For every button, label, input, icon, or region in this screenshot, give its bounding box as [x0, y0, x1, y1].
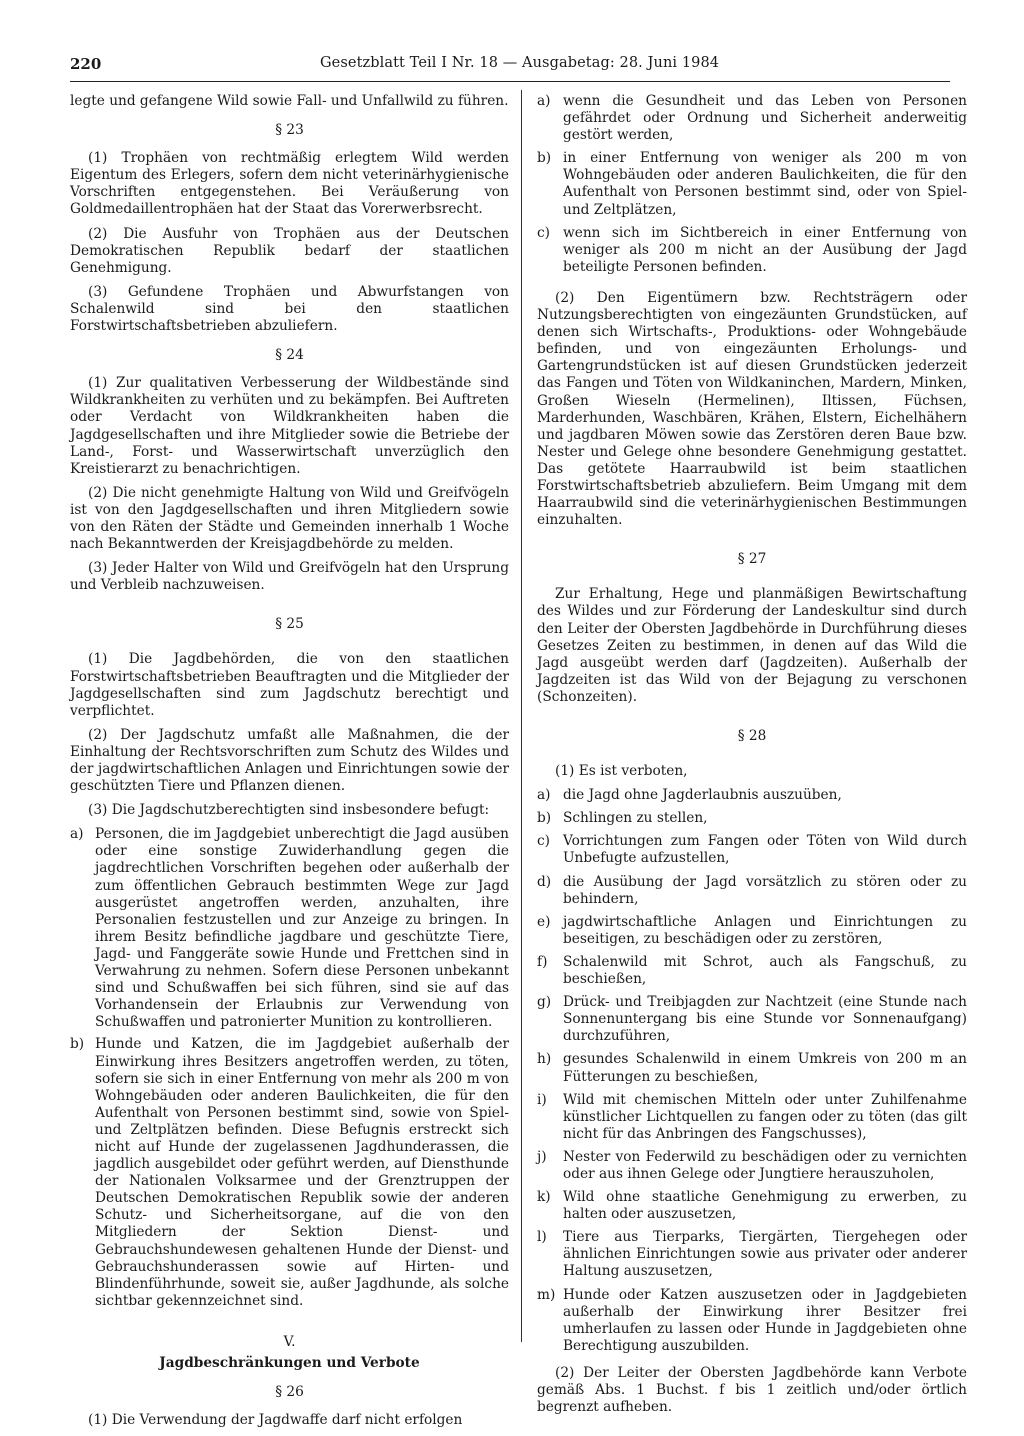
paragraph: (3) Gefundene Trophäen und Abwurfstangen von Schalenwild sind bei den staatlichen Forstwirtschaftsbetrieben abzuliefern. [70, 283, 509, 335]
section-heading: § 23 [275, 122, 304, 139]
list-item [537, 833, 967, 867]
right-column [537, 93, 967, 1423]
chapter-title: Jagdbeschränkungen und Verbote [159, 1355, 420, 1371]
paragraph: (2) Die Ausfuhr von Trophäen aus der Deutschen Demokratischen Republik bedarf der staatlichen Genehmigung. [70, 225, 509, 276]
item-text: in einer Entfernung von weniger als 200 m von Wohngebäuden oder anderen Baulichkeiten, die für den Aufenthalt von Personen bestimmt sind, oder von Spiel- und Zeltplätzen, [563, 150, 967, 218]
list-item [537, 1229, 967, 1280]
item-text: Drück- und Treibjagden zur Nachtzeit (eine Stunde nach Sonnenuntergang bis eine Stunde vor Sonnenaufgang) durchzuführen, [563, 994, 967, 1045]
paragraph: (1) Trophäen von rechtmäßig erlegtem Wild werden Eigentum des Erlegers, sofern dem nicht veterinärhygienische Vorschriften entgegenstehen. Bei Veräußerung von Goldmedaillentrophäen hat der Staat das Vorerwerbsrecht. [70, 150, 509, 218]
list-item [537, 1149, 967, 1183]
paragraph: (2) Den Eigentümern bzw. Rechtsträgern oder Nutzungsberechtigten von eingezäunten Grundstücken, auf denen sich Wirtschafts-, Produktions- oder Wohngebäude befinden, und von eingezäunten Erholungs- und Gartengrundstücken ist auf diesen Grundstücken jederzeit das Fangen und Töten von Wildkaninchen, Mardern, Minken, Großen Wieseln (Hermelinen), Iltissen, Füchsen, Marderhunden, Waschbären, Krähen, Elstern, Eichelhähern und jagdbaren Möwen sowie das Zerstören deren Baue bzw. Nester und Gelege ohne besondere Genehmigung gestattet. Das getötete Haarraubwild ist beim staatlichen Forstwirtschaftsbetrieb abzuliefern. Beim Umgang mit dem Haarraubwild sind die veterinärhygienischen Bestimmungen einzuhalten. [537, 289, 967, 529]
item-text: Schalenwild mit Schrot, auch als Fangschuß, zu beschießen, [563, 953, 967, 988]
list-item [537, 93, 967, 144]
item-text: Personen, die im Jagdgebiet unberechtigt die Jagd ausüben oder eine sonstige Zuwiderhandlung gegen die jagdrechtlichen Vorschriften begehen oder außerhalb der zum öffentlichen Gebrauch bestimmten Wege zur Jagd ausgerüstet angetroffen werden, anzuhalten, ihre Personalien festzustellen und zur Anzeige zu bringen. In ihrem Besitz befindliche jagdbare und geschützte Tiere, Jagd- und Fanggeräte sowie Hunde und Frettchen sind in Verwahrung zu nehmen. Sofern diese Personen unbekannt sind und Schußwaffen bei sich führen, sind sie auf das Vorhandensein der Erlaubnis zur Verwendung von Schußwaffen und patronierter Munition zu kontrollieren. [95, 826, 509, 1031]
section-heading: § 27 [737, 551, 767, 568]
paragraph: (1) Die Jagdbehörden, die von den staatlichen Forstwirtschaftsbetrieben Beauftragten und die Mitglieder der Jagdgesellschaften sind zum Jagdschutz berechtigt und verpflichtet. [70, 651, 509, 719]
item-marker: m) [537, 1286, 556, 1303]
item-text: die Ausübung der Jagd vorsätzlich zu stören oder zu behindern, [563, 873, 967, 907]
item-marker: j) [537, 1148, 547, 1165]
item-text: jagdwirtschaftliche Anlagen und Einrichtungen zu beseitigen, zu beschädigen oder zu zerstören, [563, 913, 967, 947]
item-marker: c) [537, 224, 551, 241]
item-marker: f) [537, 953, 548, 970]
paragraph: (2) Die nicht genehmigte Haltung von Wild und Greifvögeln ist von den Jagdgesellschaften und ihren Mitgliedern sowie von den Räten der Städte und Gemeinden innerhalb 1 Woche nach Bekanntwerden der Kreisjagdbehörde zu melden. [70, 484, 509, 553]
paragraph: (1) Es ist verboten, [555, 763, 688, 780]
item-text: wenn sich im Sichtbereich in einer Entfernung von weniger als 200 m nicht an der Ausübung der Jagd beteiligte Personen befinden. [563, 224, 967, 275]
item-text: Wild mit chemischen Mitteln oder unter Zuhilfenahme künstlicher Lichtquellen zu fangen oder zu töten (das gilt nicht für das Anbringen des Fangschusses), [563, 1091, 967, 1142]
item-text: Hunde und Katzen, die im Jagdgebiet außerhalb der Einwirkung ihres Besitzers angetroffen werden, zu töten, sofern sie sich in einer Entfernung von mehr als 200 m von Wohngebäuden oder anderen Baulichkeiten, die für den Aufenthalt von Personen bestimmt sind, sowie von Spiel- und Zeltplätzen befinden. Diese Befugnis erstreckt sich nicht auf Hunde der zugelassenen Jagdhunderassen, die jagdlich ausgebildet oder geführt werden, auf Diensthunde der Nationalen Volksarmee und der Grenztruppen der Deutschen Demokratischen Republik sowie der anderen Schutz- und Sicherheitsorgane, auf die von den Mitgliedern der Sektion Dienst- und Gebrauchshundewesen gehaltenen Hunde der Dienst- und Gebrauchshunderassen sowie auf Hirten- und Blindenführhunde, soweit sie, außer Jagdhunde, als solche sichtbar gekennzeichnet sind. [95, 1036, 509, 1309]
section-heading: § 26 [275, 1384, 304, 1401]
item-text: Wild ohne staatliche Genehmigung zu erwerben, zu halten oder auszusetzen, [563, 1189, 967, 1223]
item-marker: e) [537, 913, 551, 930]
paragraph: (2) Der Leiter der Obersten Jagdbehörde kann Verbote gemäß Abs. 1 Buchst. f bis 1 zeitlich und/oder örtlich begrenzt aufheben. [537, 1364, 967, 1416]
item-marker: a) [70, 826, 84, 843]
item-marker: d) [537, 873, 552, 890]
item-marker: b) [537, 810, 552, 827]
running-head: Gesetzblatt Teil I Nr. 18 — Ausgabetag: 28. Juni 1984 [320, 55, 720, 71]
paragraph: (3) Die Jagdschutzberechtigten sind insbesondere befugt: [88, 802, 490, 819]
list-item [537, 994, 967, 1045]
list-item [70, 1036, 509, 1310]
item-marker: i) [537, 1091, 547, 1108]
item-text: wenn die Gesundheit und das Leben von Personen gefährdet oder Ordnung und Sicherheit anderweitig gestört werden, [563, 93, 967, 144]
section-heading: § 25 [275, 616, 304, 633]
prohibition-list [537, 787, 967, 1355]
item-marker: h) [537, 1051, 552, 1068]
item-text: Vorrichtungen zum Fangen oder Töten von Wild durch Unbefugte aufzustellen, [563, 833, 967, 867]
list-item [537, 810, 967, 827]
item-marker: b) [70, 1036, 85, 1053]
item-marker: g) [537, 994, 552, 1011]
list-item [537, 787, 967, 804]
list-item [70, 826, 509, 1031]
paragraph: (1) Zur qualitativen Verbesserung der Wildbestände sind Wildkrankheiten zu verhüten und zu bekämpfen. Bei Auftreten oder Verdacht von Wildkrankheiten haben die Jagdgesellschaften und ihre Mitglieder sowie die Betriebe der Land-, Forst- und Wasserwirtschaft unverzüglich den Kreistierarzt zu benachrichtigen. [70, 375, 509, 477]
item-text: Schlingen zu stellen, [563, 810, 708, 827]
paragraph: (1) Die Verwendung der Jagdwaffe darf nicht erfolgen [88, 1412, 463, 1429]
column-divider [521, 90, 522, 1342]
left-column [70, 93, 509, 1436]
item-text: Nester von Federwild zu beschädigen oder zu vernichten oder aus ihnen Gelege oder Jungtiere herauszuholen, [563, 1148, 967, 1182]
list-item [537, 1092, 967, 1143]
chapter-number: V. [283, 1333, 296, 1350]
item-marker: b) [537, 150, 552, 167]
item-text: die Jagd ohne Jagderlaubnis auszuüben, [563, 787, 842, 804]
section-heading: § 24 [275, 347, 304, 364]
paragraph: (3) Jeder Halter von Wild und Greifvögeln hat den Ursprung und Verbleib nachzuweisen. [70, 560, 509, 594]
list-item [537, 225, 967, 276]
item-marker: k) [537, 1189, 551, 1206]
item-text: Tiere aus Tierparks, Tiergärten, Tiergehegen oder ähnlichen Einrichtungen sowie aus privater oder anderer Haltung auszusetzen, [563, 1229, 967, 1280]
list-item [537, 1051, 967, 1085]
list-item [537, 914, 967, 948]
list-item [537, 1287, 967, 1355]
paragraph: Zur Erhaltung, Hege und planmäßigen Bewirtschaftung des Wildes und zur Förderung der Landeskultur sind durch den Leiter der Obersten Jagdbehörde in Durchführung dieses Gesetzes Zeiten zu bestimmen, in denen auf das Wild die Jagd ausgeübt werden darf (Jagdzeiten). Außerhalb der Jagdzeiten ist das Wild von der Bejagung zu verschonen (Schonzeiten). [537, 586, 967, 705]
item-marker: a) [537, 787, 551, 804]
page-header [70, 55, 950, 82]
paragraph: (2) Der Jagdschutz umfaßt alle Maßnahmen, die der Einhaltung der Rechtsvorschriften zum Schutz des Wildes und der jagdwirtschaftlichen Anlagen und Einrichtungen sowie der geschützten Tiere und Pflanzen dienen. [70, 726, 509, 795]
list-item [537, 874, 967, 908]
continuation-paragraph: legte und gefangene Wild sowie Fall- und Unfallwild zu führen. [70, 93, 509, 109]
list-item [537, 150, 967, 218]
item-marker: c) [537, 833, 551, 850]
item-text: Hunde oder Katzen auszusetzen oder in Jagdgebieten außerhalb der Einwirkung ihrer Besitzer frei umherlaufen zu lassen oder Hunde in Jagdgebieten ohne Berechtigung auszubilden. [563, 1286, 967, 1354]
list-item [537, 1189, 967, 1223]
page-number: 220 [70, 55, 102, 73]
item-marker: l) [537, 1229, 547, 1246]
item-marker: a) [537, 93, 551, 109]
section-heading: § 28 [737, 728, 767, 744]
list-item [537, 954, 967, 988]
item-text: gesundes Schalenwild in einem Umkreis von 200 m an Fütterungen zu beschießen, [563, 1051, 967, 1085]
